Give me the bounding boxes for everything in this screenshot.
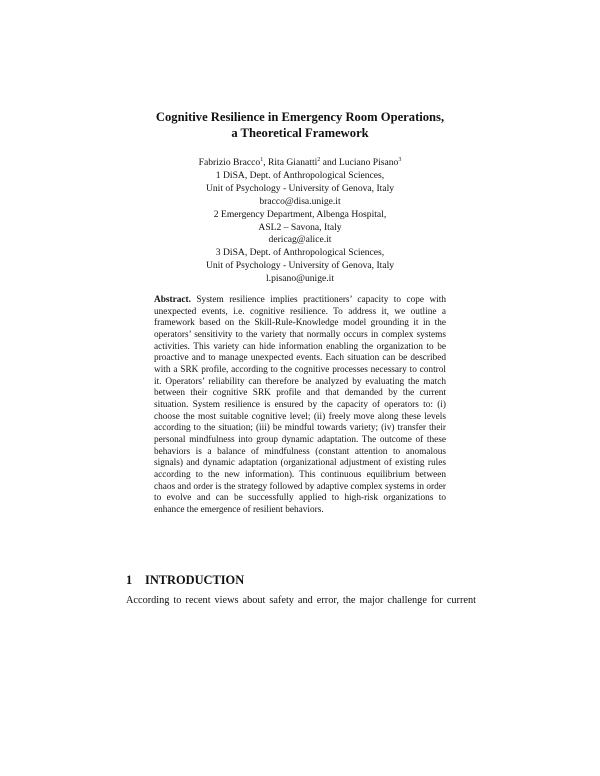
author-email[interactable]: l.pisano@unige.it	[266, 273, 334, 285]
author-block	[0, 157, 600, 286]
affiliation-line: 1 DiSA, Dept. of Anthropological Sciences,	[215, 169, 385, 181]
affiliation-line: 2 Emergency Department, Albenga Hospital,	[213, 208, 387, 220]
author-names	[0, 157, 600, 170]
abstract-text: System resilience implies practitioners’ capacity to cope with unexpected events, i.e. cognitive resilience. To address it, we outline a framework based on the Skill-Rule-Knowledge model grounding it in the operators’ sensitivity to the variety that normally occurs in complex systems activities. This variety can hide information enabling the organization to be proactive and to manage unexpected events. Each situation can be described with a SRK profile, according to the cognitive processes necessary to control it. Operators’ reliability can therefore be analyzed by evaluating the match between their cognitive SRK profile and that demanded by the current situation. System resilience is ensured by the capacity of operators to: (i) choose the most suitable cognitive level; (ii) freely move along these levels according to the situation; (iii) be mindful towards variety; (iv) transfer their personal mindfulness into group dynamic adaptation. The outcome of these behaviors is a balance of mindfulness (constant attention to anomalous signals) and dynamic adaptation (organizational adjustment of existing rules according to the new information). This continuous equilibrium between chaos and order is the strategy followed by adaptive complex systems in order to evolve and can be successfully applied to high-risk organizations to enhance the emergence of resilient behaviors.	[154, 295, 446, 515]
author-2-affil-mark: 2	[317, 157, 321, 163]
paper-title-line-1: Cognitive Resilience in Emergency Room Operations,	[155, 110, 445, 124]
author-3: and Luciano Pisano	[320, 157, 399, 168]
author-2: , Rita Gianatti	[263, 157, 318, 168]
affiliation-line: ASL2 – Savona, Italy	[258, 221, 342, 233]
affiliation-line: 3 DiSA, Dept. of Anthropological Sciences,	[215, 247, 385, 259]
section-title: INTRODUCTION	[145, 573, 245, 587]
abstract-label: Abstract.	[154, 295, 191, 305]
affiliation-line: Unit of Psychology - University of Genova, Italy	[205, 182, 395, 194]
section-heading	[126, 572, 244, 588]
abstract-paragraph	[154, 295, 446, 516]
author-1: Fabrizio Bracco	[198, 157, 261, 168]
author-email[interactable]: bracco@disa.unige.it	[259, 195, 341, 207]
body-text-line: According to recent views about safety and error, the major challenge for current	[126, 595, 476, 606]
affiliation-line: Unit of Psychology - University of Genova, Italy	[205, 260, 395, 272]
paper-title-line-2: a Theoretical Framework	[231, 126, 369, 140]
author-3-affil-mark: 3	[398, 157, 402, 163]
section-number: 1	[126, 573, 133, 587]
author-1-affil-mark: 1	[260, 157, 264, 163]
author-email[interactable]: dericag@alice.it	[268, 234, 332, 246]
